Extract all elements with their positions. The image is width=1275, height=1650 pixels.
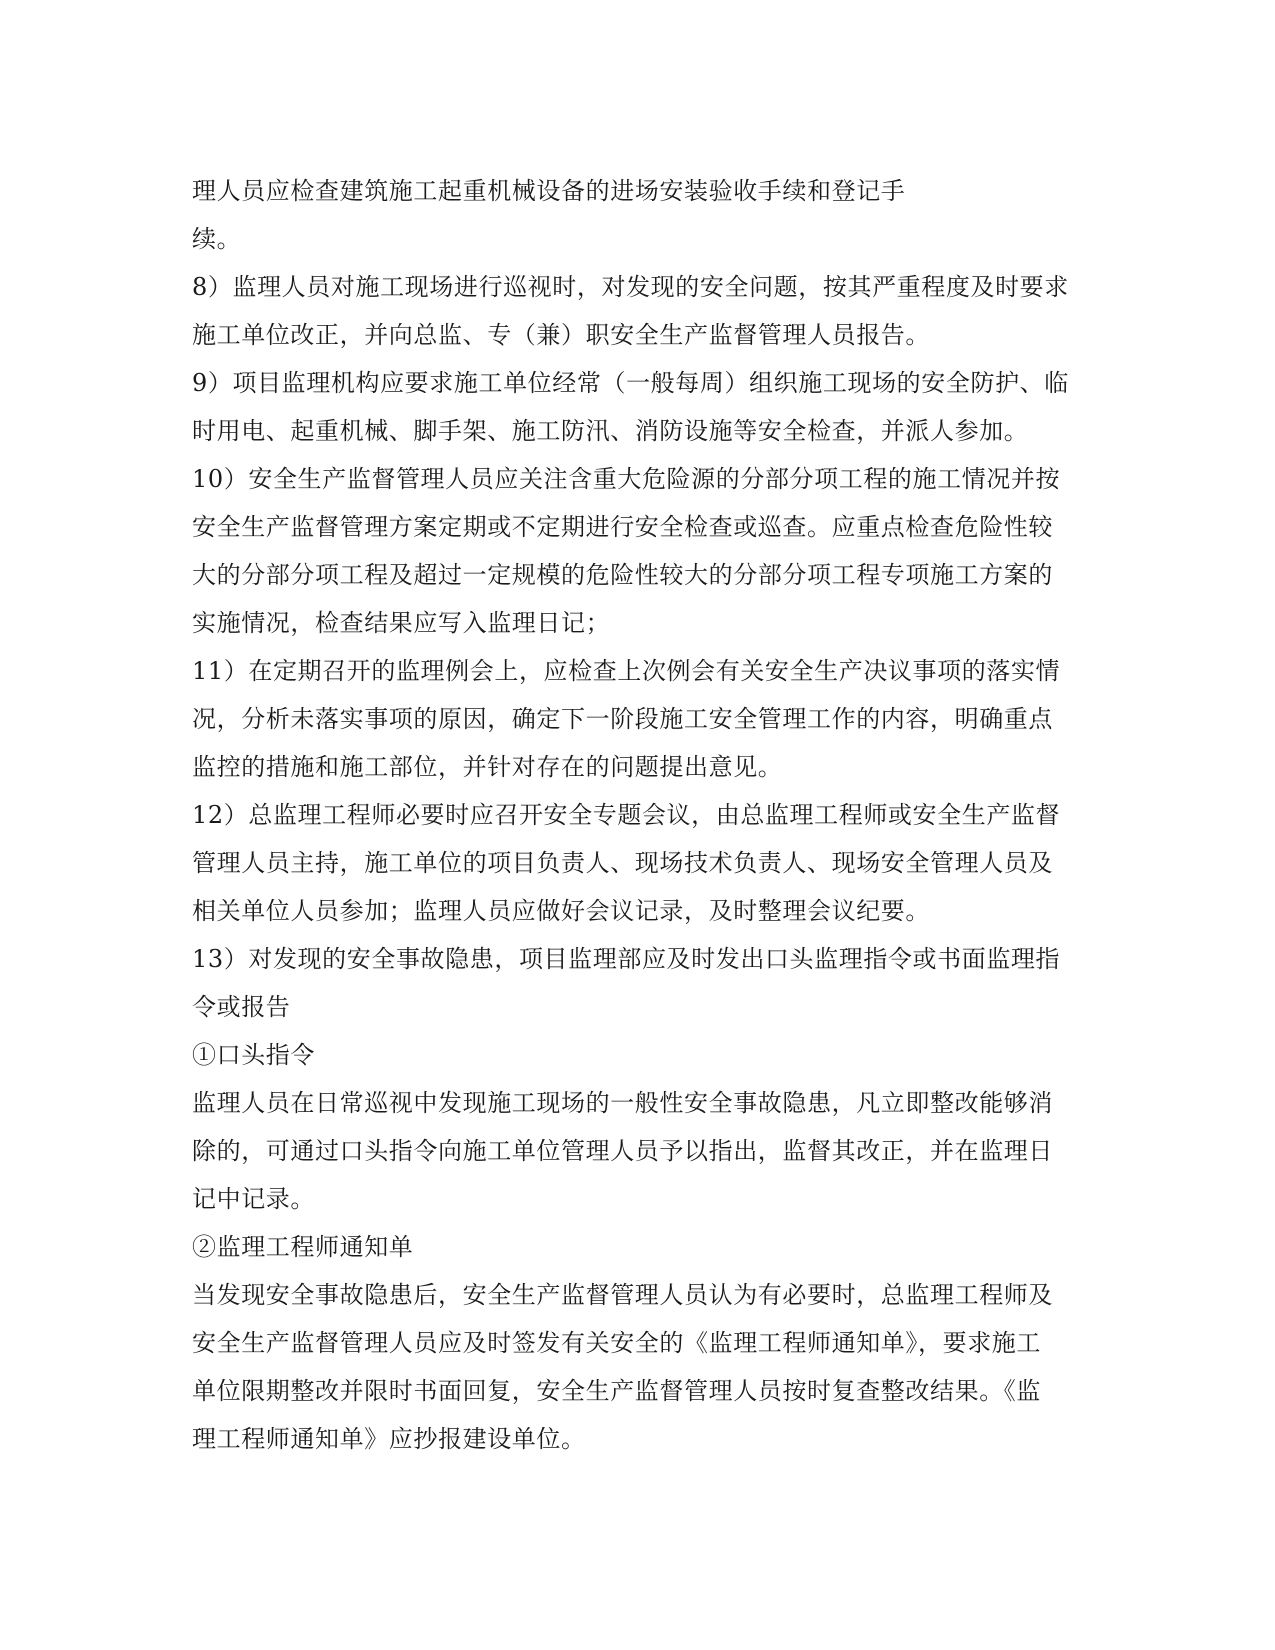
text-line: 当发现安全事故隐患后，安全生产监督管理人员认为有必要时，总监理工程师及	[192, 1281, 1053, 1309]
subheading-oral-instruction: ①口头指令	[192, 1041, 315, 1069]
text-line: 9）项目监理机构应要求施工单位经常（一般每周）组织施工现场的安全防护、临	[192, 369, 1069, 397]
text-line: 施工单位改正，并向总监、专（兼）职安全生产监督管理人员报告。	[192, 321, 930, 349]
text-line: 况，分析未落实事项的原因，确定下一阶段施工安全管理工作的内容，明确重点	[192, 705, 1053, 733]
text-line: 记中记录。	[192, 1185, 315, 1213]
text-line: 监理人员在日常巡视中发现施工现场的一般性安全事故隐患，凡立即整改能够消	[192, 1089, 1053, 1117]
text-line: 实施情况，检查结果应写入监理日记；	[192, 609, 611, 637]
text-line: 令或报告	[192, 993, 291, 1021]
text-line: 单位限期整改并限时书面回复，安全生产监督管理人员按时复查整改结果。《监	[192, 1377, 1041, 1405]
text-line: 续。	[192, 225, 242, 253]
text-line: 理工程师通知单》应抄报建设单位。	[192, 1425, 586, 1453]
text-line: 11）在定期召开的监理例会上，应检查上次例会有关安全生产决议事项的落实情	[192, 657, 1061, 685]
text-line: 13）对发现的安全事故隐患，项目监理部应及时发出口头监理指令或书面监理指	[192, 945, 1061, 973]
text-line: 监控的措施和施工部位，并针对存在的问题提出意见。	[192, 753, 783, 781]
text-line: 安全生产监督管理方案定期或不定期进行安全检查或巡查。应重点检查危险性较	[192, 513, 1053, 541]
subheading-engineer-notice: ②监理工程师通知单	[192, 1233, 414, 1261]
text-line: 12）总监理工程师必要时应召开安全专题会议，由总监理工程师或安全生产监督	[192, 801, 1061, 829]
text-line: 管理人员主持，施工单位的项目负责人、现场技术负责人、现场安全管理人员及	[192, 849, 1053, 877]
text-line: 理人员应检查建筑施工起重机械设备的进场安装验收手续和登记手	[192, 177, 906, 205]
document-body	[192, 167, 1092, 1463]
text-line: 除的，可通过口头指令向施工单位管理人员予以指出，监督其改正，并在监理日	[192, 1137, 1053, 1165]
text-line: 时用电、起重机械、脚手架、施工防汛、消防设施等安全检查，并派人参加。	[192, 417, 1029, 445]
text-line: 10）安全生产监督管理人员应关注含重大危险源的分部分项工程的施工情况并按	[192, 465, 1061, 493]
text-line: 8）监理人员对施工现场进行巡视时，对发现的安全问题，按其严重程度及时要求	[192, 273, 1069, 301]
text-line: 大的分部分项工程及超过一定规模的危险性较大的分部分项工程专项施工方案的	[192, 561, 1053, 589]
text-line: 相关单位人员参加；监理人员应做好会议记录，及时整理会议纪要。	[192, 897, 930, 925]
text-line: 安全生产监督管理人员应及时签发有关安全的《监理工程师通知单》，要求施工	[192, 1329, 1041, 1357]
